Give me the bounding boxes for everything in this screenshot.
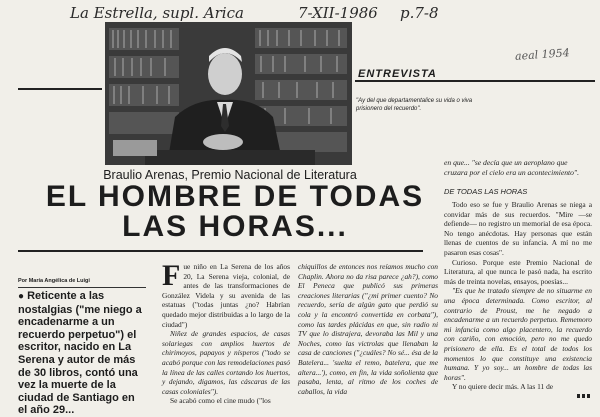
byline: Por María Angélica de Luigi: [18, 278, 90, 284]
article-headline: EL HOMBRE DE TODAS LAS HORAS...: [45, 180, 425, 243]
column3-paragraph: Todo eso se fue y Braulio Arenas se niega a convidar más de sus recuerdos. "Mire —se defiende— no registro un memorial de esa época. No tengo anécdotas. Hay personas que están llenas de cuentos de su infancia. A mí no me pasaron esas cosas".: [444, 200, 592, 257]
column1-first-paragraph: [162, 259, 290, 329]
archive-stamp: aeal 1954: [514, 46, 571, 63]
column3-paragraph: Y no quiere decir más. A las 11 de: [452, 382, 554, 392]
end-of-column-mark: [577, 394, 591, 398]
section-label: ENTREVISTA: [358, 68, 437, 80]
article-subtitle: Braulio Arenas, Premio Nacional de Literatura: [103, 168, 357, 182]
lead-text: Reticente a las nostalgias ("me niego a encadenarme a un recuerdo perpetuo") el escritor, nacido en La Serena y autor de más de 30 libros, contó una vez la muerte de la ciudad de Santiago en el año 29...: [18, 290, 142, 417]
column3-subheading: DE TODAS LAS HORAS: [444, 187, 528, 196]
handwritten-date: 7-XII-1986: [298, 4, 378, 22]
byline-rule: [18, 287, 146, 288]
column1-body: [162, 259, 290, 406]
column3-body: [444, 200, 592, 392]
column1-paragraph-text: ue niño en La Serena de los años 20, La Serena vieja, colonial, de antes de las transformaciones de González Videla y su avenida de las estatuas ("todas juntas ¿no? Habrían quedado mejor distribuidas a lo largo de la ciudad"): [162, 262, 290, 329]
portrait-photo: [105, 22, 352, 165]
headline-rule: [18, 250, 423, 252]
left-rule: [18, 88, 102, 90]
column3-paragraph: "Es que he tratado siempre de no situarme en una época determinada. Como escritor, al contrario de Proust, me he negado a encadenarme a un recuerdo perpetuo. Rememoro mi infancia como algo placentero, la recuerdo con cariño, con emoción, pero no me quedo prisionero de ella. Es el total de todos los momentos lo que constituye una existencia humana. Y yo soy... un hombre de todas las horas".: [444, 286, 592, 382]
section-rule: [355, 80, 595, 82]
photo-caption: "Ay del que departamentalice su vida o viva prisionero del recuerdo".: [356, 98, 473, 112]
column1-paragraph: Se acabó como el cine mudo ("los: [170, 396, 271, 406]
column3-top-text: en que... "se decía que un aeroplano que cruzara por el cielo era un acontecimiento".: [444, 158, 579, 177]
column3-paragraph: Curioso. Porque este Premio Nacional de Literatura, al que nunca le pasó nada, ha escrito más de treinta novelas, ensayos, poesías...: [444, 257, 592, 286]
column2-body: [298, 262, 438, 396]
handwritten-newspaper: La Estrella, supl. Arica: [70, 4, 244, 22]
bullet-icon: ●: [18, 291, 25, 302]
column1-paragraph: Niñez de grandes espacios, de casas solariegas con amplios huertos de chirimoyos, papayos y nísperos ("todo se acabó porque con las remodelaciones pasó la línea de las calles cortando los huertos, y dejando, digamos, las cáscaras de las casas coloniales").: [162, 329, 290, 396]
lead-summary: [18, 290, 146, 417]
drop-cap: F: [162, 259, 181, 292]
column2-paragraph: chiquillos de entonces nos reíamos mucho con Chaplin. Ahora no da risa parece ¿ah?), como El Peneca que publicó sus primeras creaciones literarias ("¿mi primer cuento? No recuerdo, sería de algún gato que perdió su cola y la encontró convertida en corbata"), como las tardes plácidas en que, sin radio ni TV que lo distrajera, devoraba las Mil y una Noches, como las victrolas que llenaban la casa de canciones ("¿cuáles? No sé... ésa de la Batelera... 'suelta el remo, batelera, que me altera...'), como, en fin, la vida soñolienta que pasaba, lenta, al ritmo de los coches de caballos, la vida: [298, 262, 438, 396]
portrait-photo-illustration: [105, 22, 352, 165]
handwritten-pages: p.7-8: [400, 4, 439, 22]
